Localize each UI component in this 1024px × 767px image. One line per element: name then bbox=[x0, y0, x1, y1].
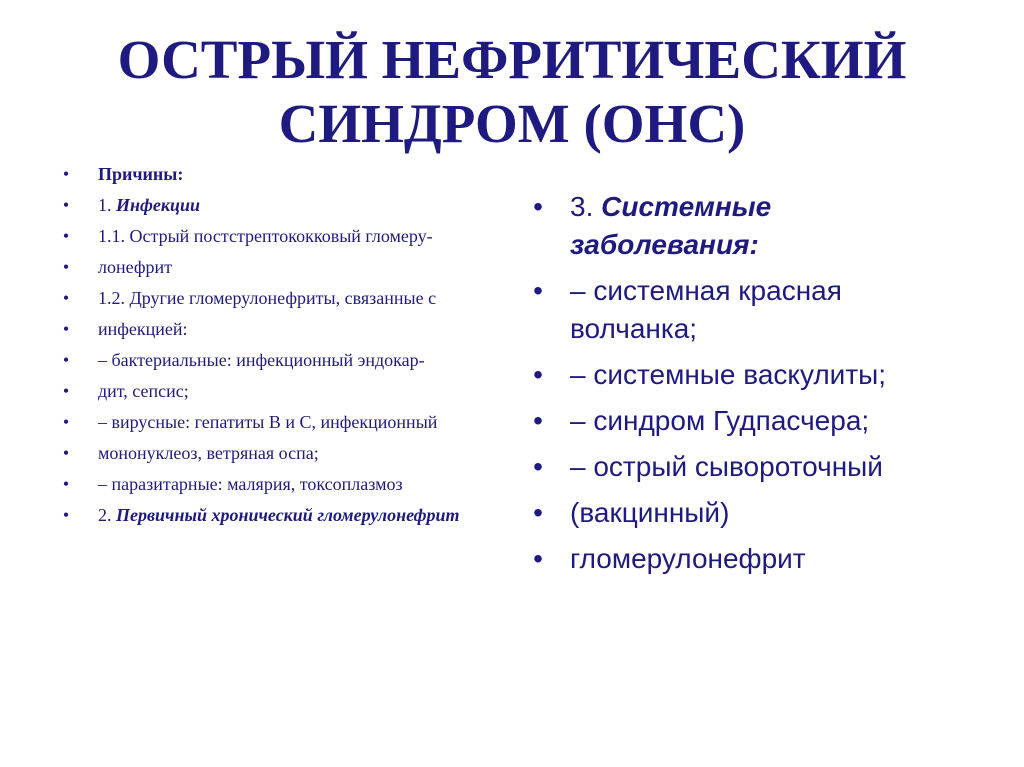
list-item-text: 1.1. Острый постстрептококковый гломеру- bbox=[98, 226, 433, 246]
list-item-emphasis: Инфекции bbox=[116, 195, 201, 215]
list-item bbox=[530, 540, 960, 578]
list-item bbox=[60, 379, 480, 403]
bullet-icon: • bbox=[533, 497, 543, 528]
list-item-text: Причины: bbox=[98, 164, 184, 184]
list-item bbox=[60, 224, 480, 248]
list-item-text: – системная красная волчанка; bbox=[570, 275, 842, 344]
list-item bbox=[60, 286, 480, 310]
list-item bbox=[60, 503, 480, 527]
list-item-text: – острый сывороточный bbox=[570, 451, 883, 482]
bullet-icon: • bbox=[62, 164, 70, 184]
list-item-number: 3. bbox=[570, 191, 602, 222]
list-item bbox=[530, 356, 960, 394]
slide-title bbox=[0, 28, 1024, 156]
list-item-text: мононуклеоз, ветряная оспа; bbox=[98, 443, 319, 463]
list-item bbox=[60, 317, 480, 341]
list-item bbox=[530, 188, 960, 264]
bullet-icon: • bbox=[62, 443, 70, 463]
list-item bbox=[60, 472, 480, 496]
slide-title-line-1: ОСТРЫЙ НЕФРИТИЧЕСКИЙ bbox=[117, 29, 907, 90]
list-item-number: 1. bbox=[98, 195, 116, 215]
list-item-text: гломерулонефрит bbox=[570, 543, 806, 574]
list-item bbox=[60, 348, 480, 372]
list-item-text: дит, сепсис; bbox=[98, 381, 189, 401]
list-item bbox=[530, 494, 960, 532]
bullet-icon: • bbox=[62, 381, 70, 401]
bullet-icon: • bbox=[62, 195, 70, 215]
list-item bbox=[60, 255, 480, 279]
bullet-icon: • bbox=[62, 319, 70, 339]
list-item bbox=[530, 272, 960, 348]
bullet-icon: • bbox=[533, 359, 543, 390]
list-item bbox=[60, 441, 480, 465]
list-item bbox=[530, 448, 960, 486]
list-item bbox=[60, 162, 480, 186]
bullet-icon: • bbox=[62, 350, 70, 370]
list-item bbox=[530, 402, 960, 440]
list-item-text: (вакцинный) bbox=[570, 497, 730, 528]
bullet-icon: • bbox=[62, 226, 70, 246]
bullet-icon: • bbox=[533, 275, 543, 306]
slide-title-line-2: СИНДРОМ (ОНС) bbox=[278, 93, 746, 154]
list-item-text: лонефрит bbox=[98, 257, 172, 277]
causes-list bbox=[60, 162, 480, 534]
list-item-number: 2. bbox=[98, 505, 116, 525]
bullet-icon: • bbox=[62, 257, 70, 277]
list-item-emphasis: Первичный хронический гломерулонефрит bbox=[116, 505, 460, 525]
list-item bbox=[60, 193, 480, 217]
list-item-text: инфекцией: bbox=[98, 319, 188, 339]
bullet-icon: • bbox=[62, 288, 70, 308]
bullet-icon: • bbox=[533, 543, 543, 574]
list-item-text: – системные васкулиты; bbox=[570, 359, 887, 390]
list-item-text: 1.2. Другие гломерулонефриты, связанные с bbox=[98, 288, 437, 308]
bullet-icon: • bbox=[62, 412, 70, 432]
bullet-icon: • bbox=[62, 474, 70, 494]
bullet-icon: • bbox=[533, 451, 543, 482]
list-item-text: – паразитарные: малярия, токсоплазмоз bbox=[98, 474, 403, 494]
bullet-icon: • bbox=[62, 505, 70, 525]
list-item bbox=[60, 410, 480, 434]
list-item-text: – бактериальные: инфекционный эндокар- bbox=[98, 350, 425, 370]
list-item-text: – вирусные: гепатиты В и С, инфекционный bbox=[98, 412, 438, 432]
list-item-emphasis: Системные заболевания: bbox=[570, 191, 772, 260]
list-item-text: – синдром Гудпасчера; bbox=[570, 405, 870, 436]
bullet-icon: • bbox=[533, 191, 543, 222]
systemic-diseases-list bbox=[530, 188, 960, 586]
bullet-icon: • bbox=[533, 405, 543, 436]
